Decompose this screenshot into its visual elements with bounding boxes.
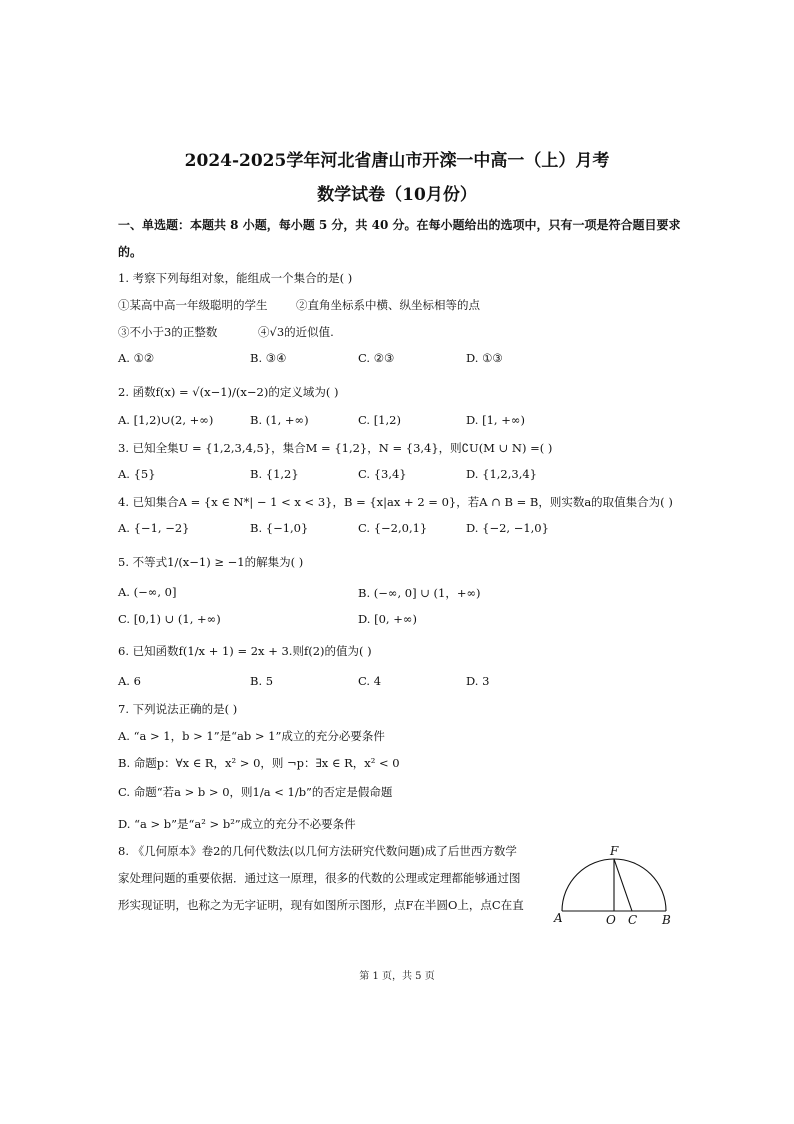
question-5-option-c[interactable]: C. [0,1) ∪ (1, +∞) [118,612,221,626]
question-1-item-3: ③不小于3的正整数 [118,325,218,339]
question-1-item-2: ②直角坐标系中横、纵坐标相等的点 [296,298,480,312]
segment-fc [614,859,632,911]
question-2-stem: 2. 函数f(x) = √(x−1)/(x−2)的定义域为( ) [118,385,339,399]
question-1-option-d[interactable]: D. ①③ [466,351,503,365]
question-6-stem: 6. 已知函数f(1/x + 1) = 2x + 3.则f(2)的值为( ) [118,644,372,658]
question-8-stem-line1: 8. 《几何原本》卷2的几何代数法(以几何方法研究代数问题)成了后世西方数学 [118,844,517,858]
question-4-option-a[interactable]: A. {−1, −2} [118,521,190,535]
question-8-stem-line3: 形实现证明，也称之为无字证明，现有如图所示图形，点F在半圆O上，点C在直 [118,898,524,912]
label-c: C [628,913,638,927]
question-5-option-d[interactable]: D. [0, +∞) [358,612,417,626]
label-a: A [554,911,563,925]
question-5-stem: 5. 不等式1/(x−1) ≥ −1的解集为( ) [118,555,304,569]
question-6-option-d[interactable]: D. 3 [466,674,490,688]
question-4-option-c[interactable]: C. {−2,0,1} [358,521,428,535]
question-3-option-b[interactable]: B. {1,2} [250,467,299,481]
question-3-stem: 3. 已知全集U = {1,2,3,4,5}，集合M = {1,2}，N = {3,4}，则∁U(M ∪ N) =( ) [118,441,553,455]
question-7-option-a[interactable]: A. “a > 1，b > 1”是“ab > 1”成立的充分必要条件 [118,729,385,743]
question-5-option-a[interactable]: A. (−∞, 0] [118,585,177,599]
question-3-option-a[interactable]: A. {5} [118,467,156,481]
question-7-option-c[interactable]: C. 命题“若a > b > 0，则1/a < 1/b”的否定是假命题 [118,785,393,799]
section-heading-line2: 的。 [118,245,143,259]
question-6-option-c[interactable]: C. 4 [358,674,382,688]
question-7-stem: 7. 下列说法正确的是( ) [118,702,238,716]
page-title: 2024-2025学年河北省唐山市开滦一中高一（上）月考 [184,151,610,171]
question-2-option-b[interactable]: B. (1, +∞) [250,413,309,427]
question-2-option-c[interactable]: C. [1,2) [358,413,401,427]
question-2-option-d[interactable]: D. [1, +∞) [466,413,525,427]
question-1-item-1: ①某高中高一年级聪明的学生 [118,298,268,312]
question-1-stem: 1. 考察下列每组对象，能组成一个集合的是( ) [118,271,353,285]
question-1-option-b[interactable]: B. ③④ [250,351,287,365]
question-4-stem: 4. 已知集合A = {x ∈ N*| − 1 < x < 3}，B = {x|ax + 2 = 0}，若A ∩ B = B，则实数a的取值集合为( ) [118,495,673,509]
question-6-option-b[interactable]: B. 5 [250,674,274,688]
question-1-option-a[interactable]: A. ①② [118,351,155,365]
question-3-option-d[interactable]: D. {1,2,3,4} [466,467,537,481]
page-number: 第 1 页，共 5 页 [359,971,435,982]
question-4-option-b[interactable]: B. {−1,0} [250,521,309,535]
page-subtitle: 数学试卷（10月份） [317,185,477,205]
question-2-option-a[interactable]: A. [1,2)∪(2, +∞) [118,413,214,427]
question-6-option-a[interactable]: A. 6 [118,674,141,688]
question-5-option-b[interactable]: B. (−∞, 0] ∪ (1，+∞) [358,586,481,600]
question-7-option-b[interactable]: B. 命题p：∀x ∈ R，x² > 0，则 ¬p：∃x ∈ R，x² < 0 [118,756,400,770]
label-f: F [610,844,619,858]
question-8-stem-line2: 家处理问题的重要依据．通过这一原理，很多的代数的公理或定理都能够通过图 [118,871,521,885]
question-3-option-c[interactable]: C. {3,4} [358,467,407,481]
label-o: O [606,913,616,927]
question-4-option-d[interactable]: D. {−2, −1,0} [466,521,549,535]
question-1-item-4: ④√3的近似值. [258,325,334,339]
section-heading-line1: 一、单选题：本题共 8 小题，每小题 5 分，共 40 分。在每小题给出的选项中，只有一项是符合题目要求 [118,218,681,232]
semicircle-figure [548,838,688,933]
question-7-option-d[interactable]: D. “a > b”是“a² > b²”成立的充分不必要条件 [118,817,356,831]
question-1-option-c[interactable]: C. ②③ [358,351,395,365]
label-b: B [662,913,671,927]
